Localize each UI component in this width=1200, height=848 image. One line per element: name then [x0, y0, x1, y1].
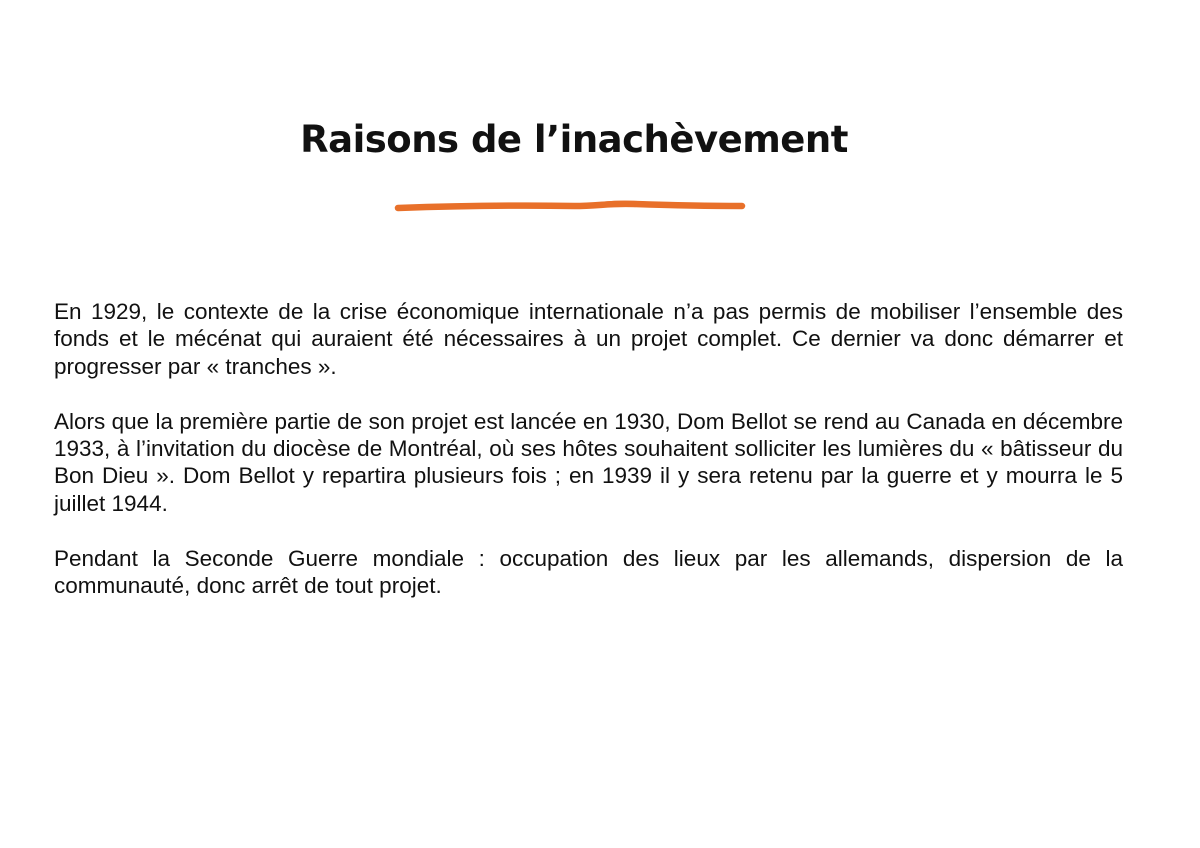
body-text: [54, 298, 1123, 627]
title-underline-stroke: [394, 198, 746, 216]
brush-stroke-highlight: [594, 203, 654, 205]
paragraph-war: Pendant la Seconde Guerre mondiale : occupation des lieux par les allemands, dispersion de la communauté, donc arrêt de tout projet.: [54, 545, 1123, 599]
brush-stroke: [398, 204, 742, 208]
paragraph-canada: Alors que la première partie de son projet est lancée en 1930, Dom Bellot se rend au Canada en décembre 1933, à l’invitation du diocèse de Montréal, où ses hôtes souhaitent solliciter les lumières du « bâtisseur du Bon Dieu ». Dom Bellot y repartira plusieurs fois ; en 1939 il y sera retenu par la guerre et y mourra le 5 juillet 1944.: [54, 408, 1123, 516]
page-title: Raisons de l’inachèvement: [300, 118, 848, 161]
paragraph-crisis: En 1929, le contexte de la crise économique internationale n’a pas permis de mobiliser l’ensemble des fonds et le mécénat qui auraient été nécessaires à un projet complet. Ce dernier va donc démarrer et progresser par « tranches ».: [54, 299, 1123, 379]
